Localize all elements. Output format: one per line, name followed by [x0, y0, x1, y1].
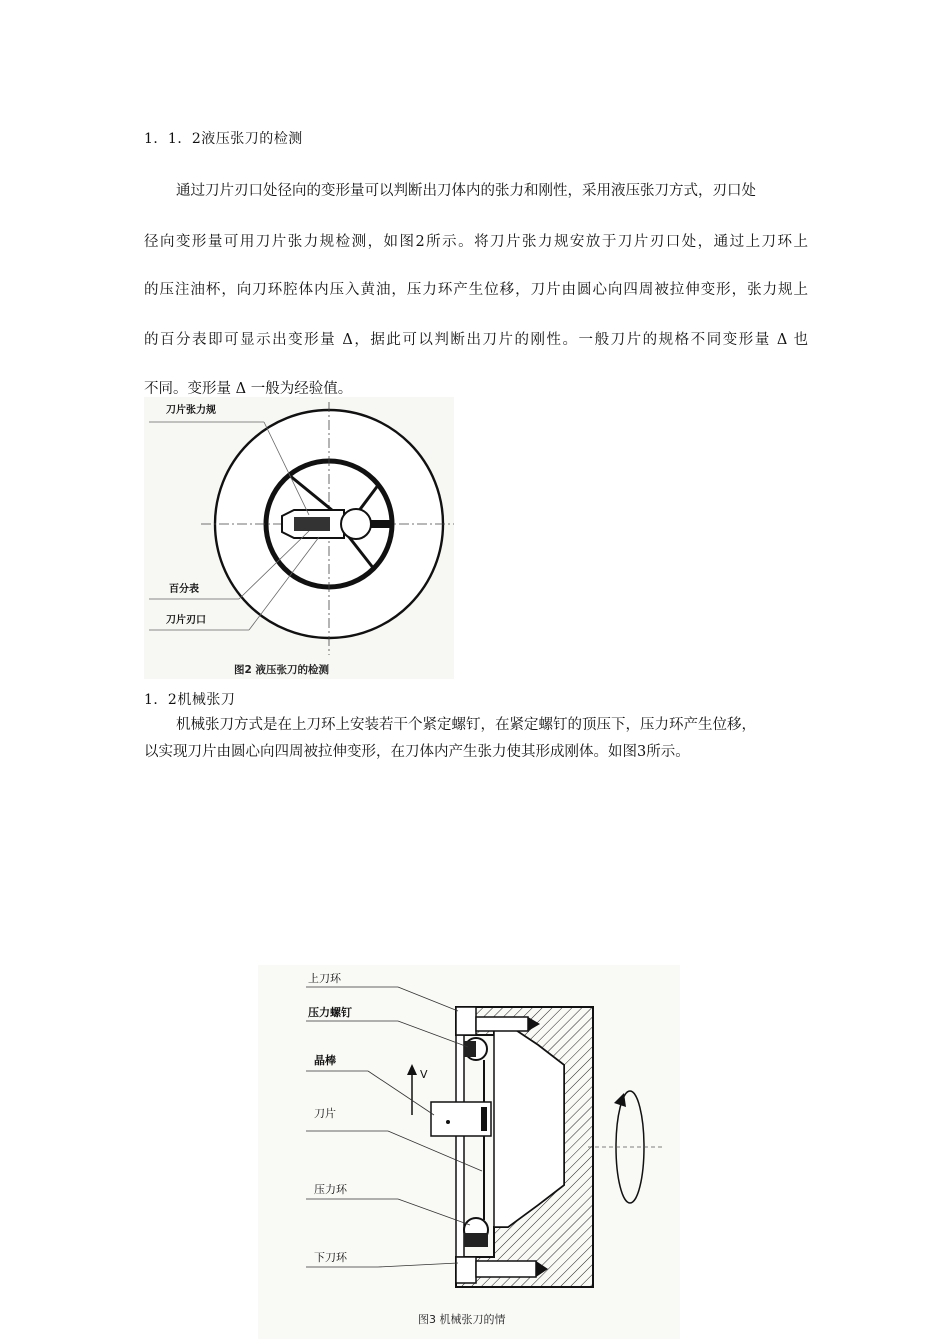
label-pressure-screw: 压力螺钉	[308, 1006, 352, 1019]
label-v: V	[420, 1068, 428, 1081]
label-upper-ring: 上刀环	[308, 972, 341, 985]
section-heading-1-1-2: 1．1．2液压张刀的检测	[144, 131, 303, 147]
paragraph-line: 通过刀片刃口处径向的变形量可以判断出刀体内的张力和刚性，采用液压张刀方式，刃口处	[176, 183, 756, 199]
label-lower-ring: 下刀环	[314, 1251, 347, 1264]
paragraph-line: 以实现刀片由圆心向四周被拉伸变形，在刀体内产生张力使其形成刚体。如图3所示。	[144, 744, 690, 760]
paragraph-line: 不同。变形量 Δ 一般为经验值。	[144, 381, 353, 397]
paragraph-line: 的百分表即可显示出变形量 Δ，据此可以判断出刀片的刚性。一般刀片的规格不同变形量 Δ 也	[144, 332, 808, 348]
label-ingot: 晶棒	[314, 1054, 336, 1067]
label-dial-indicator: 百分表	[169, 584, 199, 595]
paragraph-line: 机械张刀方式是在上刀环上安装若干个紧定螺钉，在紧定螺钉的顶压下，压力环产生位移，	[176, 717, 756, 733]
paragraph-line: 径向变形量可用刀片张力规检测，如图2所示。将刀片张力规安放于刀片刃口处，通过上刀环上	[144, 234, 808, 250]
lower-ring	[456, 1257, 476, 1283]
label-blade-tension-gauge: 刀片张力规	[166, 405, 216, 416]
figure-3	[258, 965, 680, 1339]
figure-2-caption: 图2 液压张刀的检测	[234, 664, 329, 676]
figure-3-caption: 图3 机械张刀的情	[418, 1313, 506, 1326]
section-heading-1-2: 1．2机械张刀	[144, 692, 236, 708]
figure-2	[144, 397, 454, 679]
label-blade: 刀片	[314, 1107, 336, 1120]
paragraph-line: 的压注油杯，向刀环腔体内压入黄油，压力环产生位移，刀片由圆心向四周被拉伸变形，张力规上	[144, 282, 808, 298]
upper-ring	[456, 1007, 476, 1035]
label-pressure-ring: 压力环	[314, 1183, 347, 1196]
figure-2-diagram	[144, 397, 454, 679]
label-blade-edge: 刀片刃口	[166, 615, 206, 626]
figure-3-diagram	[258, 965, 680, 1339]
